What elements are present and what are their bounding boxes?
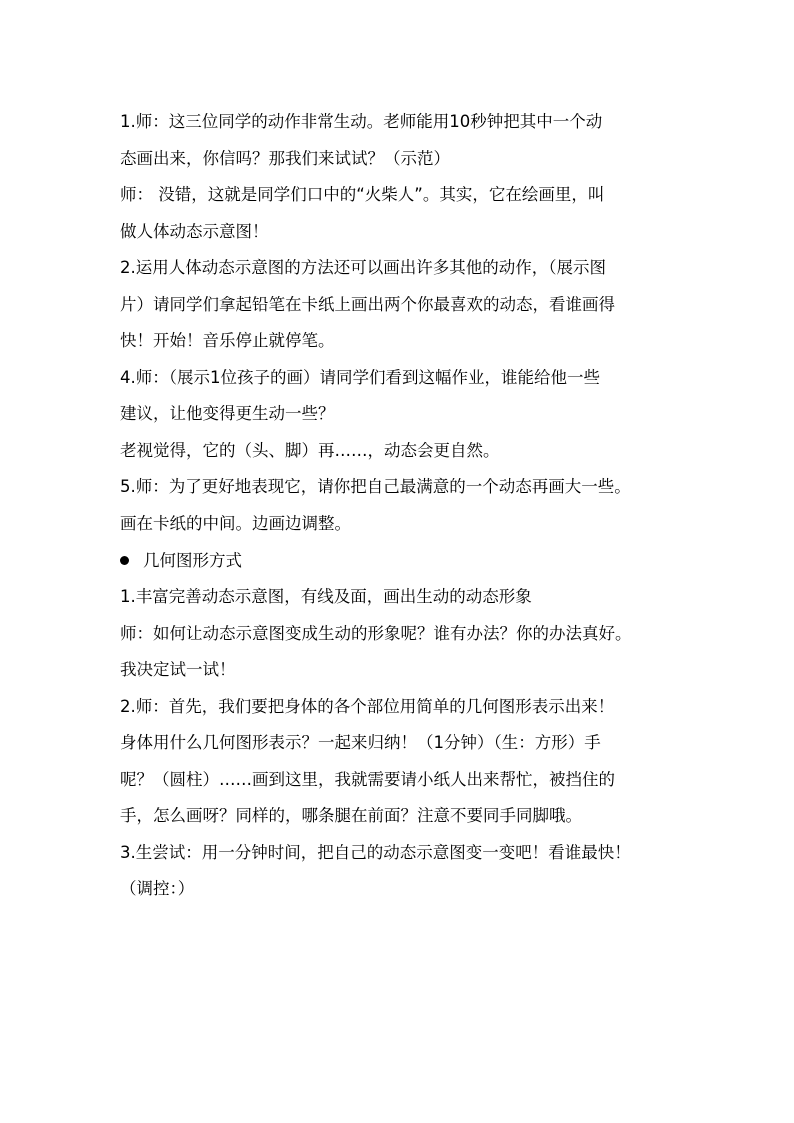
paragraph-line: 4.师：（展示1位孩子的画）请同学们看到这幅作业，谁能给他一些 (120, 367, 600, 387)
paragraph-line: 身体用什么几何图形表示？一起来归纳！（1分钟）（生：方形）手 (120, 733, 601, 753)
paragraph-line: （调控：） (120, 879, 195, 899)
paragraph-line: 2.运用人体动态示意图的方法还可以画出许多其他的动作，（展示图 (120, 258, 606, 278)
document-body (120, 104, 684, 908)
paragraph-line: 呢？（圆柱）……画到这里，我就需要请小纸人出来帮忙，被挡住的 (120, 769, 615, 789)
paragraph-line: 建议，让他变得更生动一些？ (120, 404, 335, 424)
paragraph-line: 师： 没错，这就是同学们口中的“火柴人”。其实，它在绘画里，叫 (120, 185, 605, 205)
section-heading-text: 几何图形方式 (143, 550, 242, 570)
paragraph-line: 片）请同学们拿起铅笔在卡纸上画出两个你最喜欢的动态，看谁画得 (120, 294, 615, 314)
paragraph-line: 老视觉得，它的（头、脚）再……，动态会更自然。 (120, 440, 500, 460)
paragraph-line: 快！开始！音乐停止就停笔。 (120, 331, 335, 351)
paragraph-line: 态画出来，你信吗？那我们来试试？（示范） (120, 148, 450, 168)
paragraph-line: 手，怎么画呀？同样的，哪条腿在前面？注意不要同手同脚哦。 (120, 806, 582, 826)
paragraph-line: 2.师：首先，我们要把身体的各个部位用简单的几何图形表示出来！ (120, 696, 615, 716)
paragraph-line: 5.师：为了更好地表现它，请你把自己最满意的一个动态再画大一些。 (120, 477, 631, 497)
bullet-icon (120, 556, 129, 565)
paragraph-line: 1.丰富完善动态示意图，有线及面，画出生动的动态形象 (120, 587, 532, 607)
paragraph-line: 师：如何让动态示意图变成生动的形象呢？谁有办法？你的办法真好。 (120, 623, 632, 643)
paragraph-line: 3.生尝试：用一分钟时间，把自己的动态示意图变一变吧！看谁最快！ (120, 842, 631, 862)
paragraph-line: 做人体动态示意图！ (120, 221, 269, 241)
paragraph-line: 画在卡纸的中间。边画边调整。 (120, 514, 351, 534)
paragraph-line: 1.师：这三位同学的动作非常生动。老师能用10秒钟把其中一个动 (120, 112, 603, 131)
section-heading (120, 543, 684, 580)
paragraph-line: 我决定试一试！ (120, 660, 236, 680)
